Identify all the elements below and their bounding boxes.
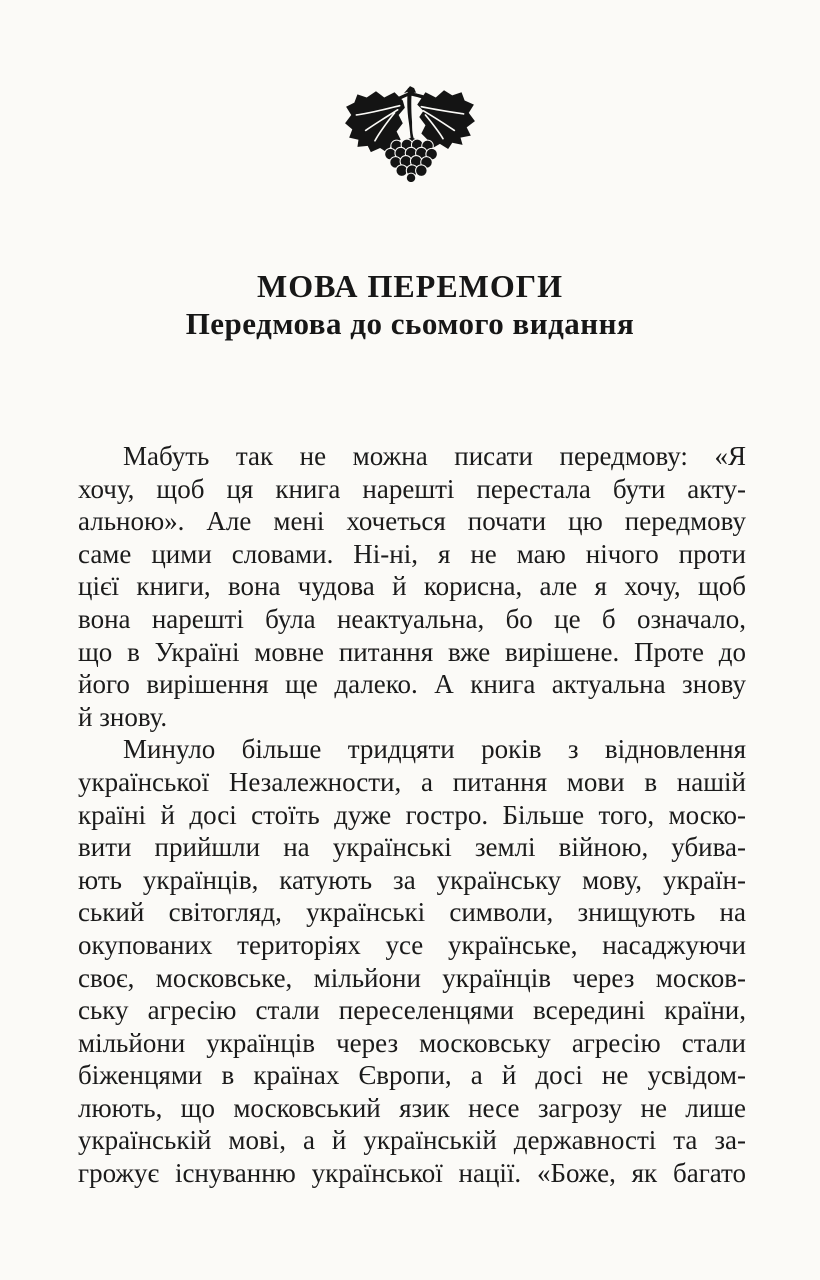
text-line: його вирішення ще далеко. А книга актуальна знову (78, 669, 746, 700)
text-line: вона нарешті була неактуальна, бо це б означало, (78, 603, 746, 634)
chapter-heading (0, 268, 820, 342)
text-line: ський світогляд, українські символи, знищують на (78, 897, 746, 928)
text-line: ську агресію стали переселенцями всередині країни, (78, 995, 746, 1026)
text-line: цієї книги, вона чудова й корисна, але я хочу, щоб (78, 571, 746, 602)
text-line: мільйони українців через московську агресію стали (78, 1027, 746, 1058)
body-text (78, 440, 746, 1190)
text-line: вити прийшли на українські землі війною, убива- (78, 832, 746, 863)
chapter-subtitle: Передмова до сьомого видання (185, 306, 635, 341)
text-line: що в Україні мовне питання вже вирішене. Проте до (78, 636, 746, 667)
text-line: біженцями в країнах Європи, а й досі не усвідом- (78, 1060, 746, 1091)
text-line: української Незалежности, а питання мови в нашій (78, 766, 746, 797)
chapter-title: МОВА ПЕРЕМОГИ (257, 268, 563, 304)
text-line: грожує існуванню української нації. «Боже, як багато (78, 1158, 746, 1189)
text-line: ють українців, катують за українську мову, україн- (78, 864, 746, 895)
kalyna-ornament-svg (343, 84, 477, 182)
text-line: Мабуть так не можна писати передмову: «Я (123, 441, 746, 471)
text-line: люють, що московський язик несе загрозу не лише (78, 1092, 746, 1123)
text-line: альною». Але мені хочеться почати цю передмову (78, 506, 746, 537)
text-line: країні й досі стоїть дуже гостро. Більше того, моско- (78, 799, 746, 830)
text-line: саме цими словами. Ні-ні, я не маю нічого проти (78, 538, 746, 569)
text-line: українській мові, а й українській державності та за- (78, 1125, 746, 1156)
text-line: своє, московське, мільйони українців через москов- (78, 962, 746, 993)
paragraph (78, 440, 746, 733)
text-line: хочу, щоб ця книга нарешті перестала бути акту- (78, 473, 746, 504)
text-line: й знову. (78, 701, 168, 732)
text-line: окупованих територіях усе українське, насаджуючи (78, 929, 746, 960)
kalyna-ornament-icon (343, 84, 477, 182)
paragraph (78, 733, 746, 1189)
text-line: Минуло більше тридцяти років з відновлення (123, 734, 746, 765)
